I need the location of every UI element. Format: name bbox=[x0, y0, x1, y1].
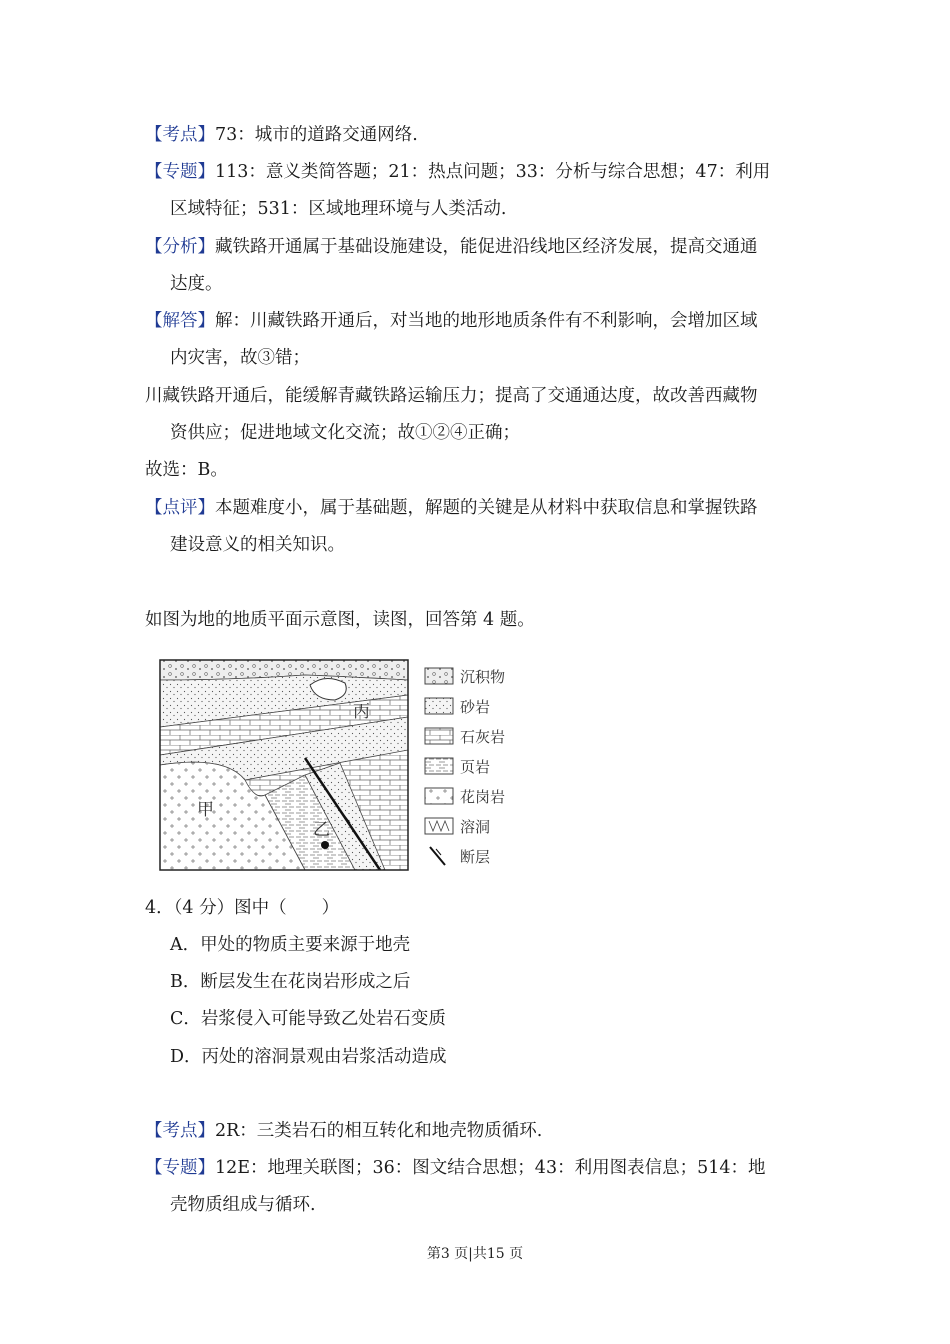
geologic-figure bbox=[155, 655, 515, 875]
zhuanti2-text-cont: 壳物质组成与循环. bbox=[170, 1195, 316, 1215]
legend-cave: 溶洞 bbox=[460, 818, 491, 836]
legend-fault-icon bbox=[430, 847, 445, 865]
fenxi-line bbox=[145, 236, 758, 258]
kaodian2-line bbox=[145, 1120, 542, 1142]
legend bbox=[425, 668, 505, 866]
label-yi: 乙 bbox=[313, 820, 330, 840]
option-b: B．断层发生在花岗岩形成之后 bbox=[170, 972, 411, 992]
legend-swatch-sandstone bbox=[425, 698, 453, 714]
label-jia: 甲 bbox=[197, 800, 214, 820]
zhuanti2-text: 12E：地理关联图；36：图文结合思想；43：利用图表信息；514：地 bbox=[215, 1158, 766, 1178]
fenxi-text: 藏铁路开通属于基础设施建设，能促进沿线地区经济发展，提高交通通 bbox=[215, 237, 758, 257]
legend-limestone: 石灰岩 bbox=[460, 728, 506, 746]
jieda-text: 解：川藏铁路开通后，对当地的地形地质条件有不利影响，会增加区域 bbox=[215, 311, 758, 331]
dianping-line bbox=[145, 497, 758, 519]
zhuanti-text-cont: 区域特征；531：区域地理环境与人类活动. bbox=[170, 199, 507, 219]
option-d: D．丙处的溶洞景观由岩浆活动造成 bbox=[170, 1047, 447, 1067]
jieda-text-4: 资供应；促进地域文化交流；故①②④正确； bbox=[170, 423, 520, 443]
dianping-text-cont: 建设意义的相关知识。 bbox=[170, 535, 345, 555]
kaodian-tag: 【考点】 bbox=[145, 125, 215, 145]
legend-shale: 页岩 bbox=[460, 758, 491, 776]
zhuanti-line bbox=[145, 161, 770, 183]
option-c: C．岩浆侵入可能导致乙处岩石变质 bbox=[170, 1009, 446, 1029]
page-footer: 第3 页|共15 页 bbox=[426, 1246, 524, 1262]
kaodian2-tag: 【考点】 bbox=[145, 1121, 215, 1141]
jieda-text-3: 川藏铁路开通后，能缓解青藏铁路运输压力；提高了交通通达度，故改善西藏物 bbox=[145, 386, 758, 406]
dianping-tag: 【点评】 bbox=[145, 498, 215, 518]
legend-swatch-shale bbox=[425, 758, 453, 774]
zhuanti2-tag: 【专题】 bbox=[145, 1158, 215, 1178]
option-a: A．甲处的物质主要来源于地壳 bbox=[170, 935, 411, 955]
fenxi-tag: 【分析】 bbox=[145, 237, 215, 257]
zhuanti2-line bbox=[145, 1157, 765, 1179]
jieda-text-5: 故选：B。 bbox=[145, 460, 228, 480]
zhuanti-text: 113：意义类简答题；21：热点问题；33：分析与综合思想；47：利用 bbox=[215, 162, 771, 182]
legend-sandstone: 砂岩 bbox=[460, 698, 491, 716]
legend-swatch-granite bbox=[425, 788, 453, 804]
zhuanti-tag: 【专题】 bbox=[145, 162, 215, 182]
jieda-tag: 【解答】 bbox=[145, 311, 215, 331]
fenxi-text-cont: 达度。 bbox=[170, 274, 223, 294]
jieda-text-2: 内灾害，故③错； bbox=[170, 348, 310, 368]
jieda-line bbox=[145, 310, 758, 332]
legend-swatch-limestone bbox=[425, 728, 453, 744]
label-bing: 丙 bbox=[353, 702, 370, 722]
legend-swatch-sediment bbox=[425, 668, 453, 684]
legend-fault: 断层 bbox=[460, 848, 491, 866]
kaodian2-text: 2R：三类岩石的相互转化和地壳物质循环. bbox=[215, 1121, 543, 1141]
legend-sediment: 沉积物 bbox=[460, 668, 506, 686]
figure-intro: 如图为地的地质平面示意图，读图，回答第 4 题。 bbox=[145, 610, 535, 630]
kaodian-line bbox=[145, 124, 418, 146]
question-stem: 4．（4 分）图中（ ） bbox=[145, 898, 340, 918]
cross-section bbox=[160, 660, 408, 870]
kaodian-text: 73：城市的道路交通网络. bbox=[215, 125, 418, 145]
dianping-text: 本题难度小，属于基础题，解题的关键是从材料中获取信息和掌握铁路 bbox=[215, 498, 758, 518]
legend-granite: 花岗岩 bbox=[460, 788, 506, 806]
